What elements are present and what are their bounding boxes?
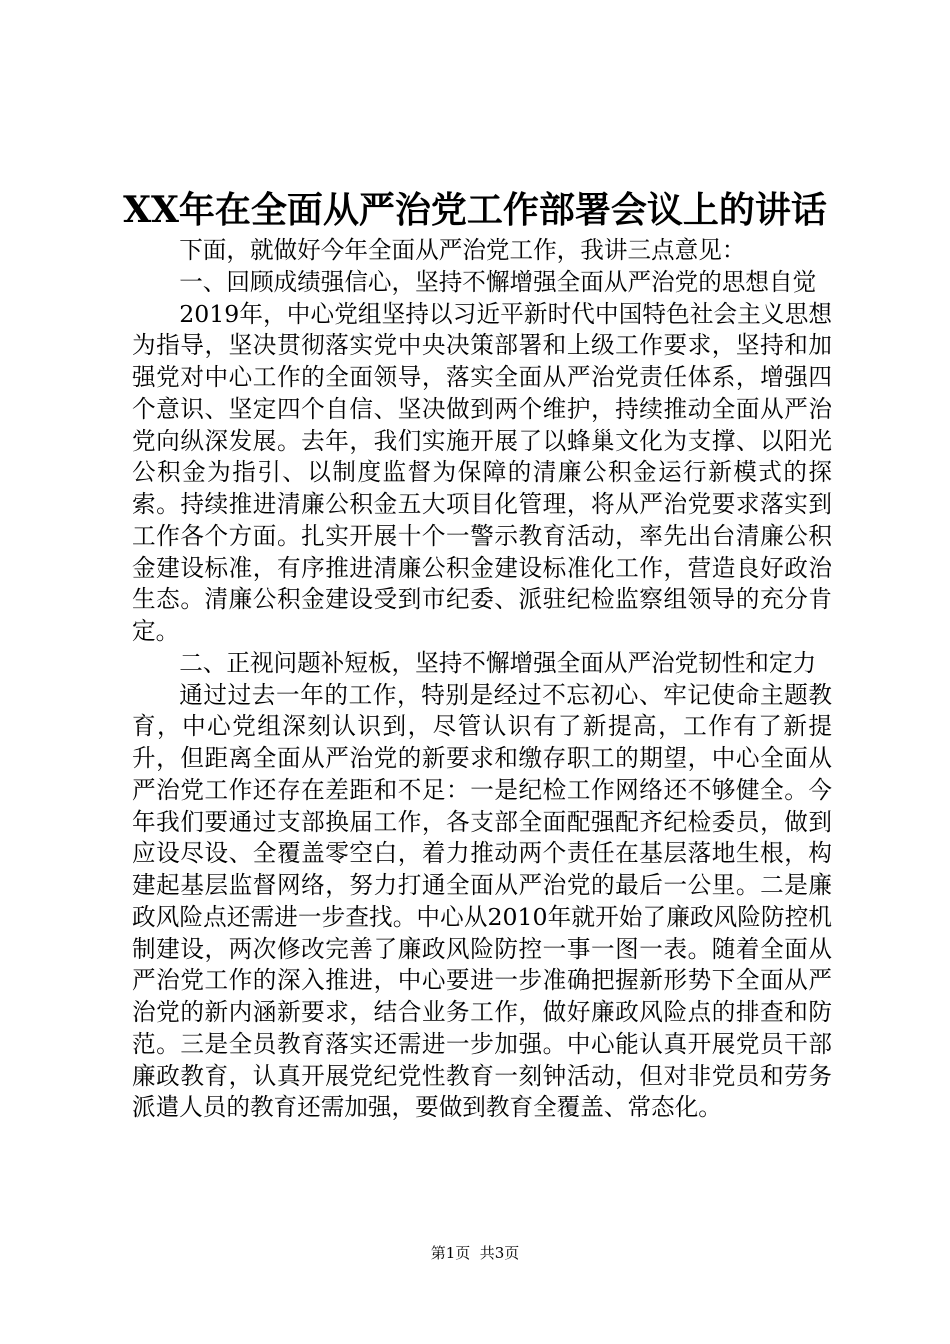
paragraph-intro: 下面，就做好今年全面从严治党工作，我讲三点意见： [179,236,746,264]
document-title: XX年在全面从严治党工作部署会议上的讲话 [123,189,827,231]
paragraph-section-1: 2019年，中心党组坚持以习近平新时代中国特色社会主义思想为指导，坚决贯彻落实党中央决策部署和上级工作要求，坚持和加强党对中心工作的全面领导，落实全面从严治党责任体系，增强四个意识、坚定四个自信、坚决做到两个维护，持续推动全面从严治党向纵深发展。去年，我们实施开展了以蜂巢文化为支撑、以阳光公积金为指引、以制度监督为保障的清廉公积金运行新模式的探索。持续推进清廉公积金五大项目化管理，将从严治党要求落实到工作各个方面。扎实开展十个一警示教育活动，率先出台清廉公积金建设标准，有序推进清廉公积金建设标准化工作，营造良好政治生态。清廉公积金建设受到市纪委、派驻纪检监察组领导的充分肯定。 [132,299,832,645]
page-number-footer: 第1页 共3页 [430,1244,520,1262]
section-heading-2: 二、正视问题补短板，坚持不懈增强全面从严治党韧性和定力 [179,648,817,677]
paragraph-section-2: 通过过去一年的工作，特别是经过不忘初心、牢记使命主题教育，中心党组深刻认识到，尽管认识有了新提高，工作有了新提升，但距离全面从严治党的新要求和缴存职工的期望，中心全面从严治党工作还存在差距和不足：一是纪检工作网络还不够健全。今年我们要通过支部换届工作，各支部全面配强配齐纪检委员，做到应设尽设、全覆盖零空白，着力推动两个责任在基层落地生根，构建起基层监督网络，努力打通全面从严治党的最后一公里。二是廉政风险点还需进一步查找。中心从2010年就开始了廉政风险防控机制建设，两次修改完善了廉政风险防控一事一图一表。随着全面从严治党工作的深入推进，中心要进一步准确把握新形势下全面从严治党的新内涵新要求，结合业务工作，做好廉政风险点的排查和防范。三是全员教育落实还需进一步加强。中心能认真开展党员干部廉政教育，认真开展党纪党性教育一刻钟活动，但对非党员和劳务派遣人员的教育还需加强，要做到教育全覆盖、常态化。 [132,680,832,1122]
document-body [132,235,832,1124]
section-heading-1: 一、回顾成绩强信心，坚持不懈增强全面从严治党的思想自觉 [179,267,817,296]
